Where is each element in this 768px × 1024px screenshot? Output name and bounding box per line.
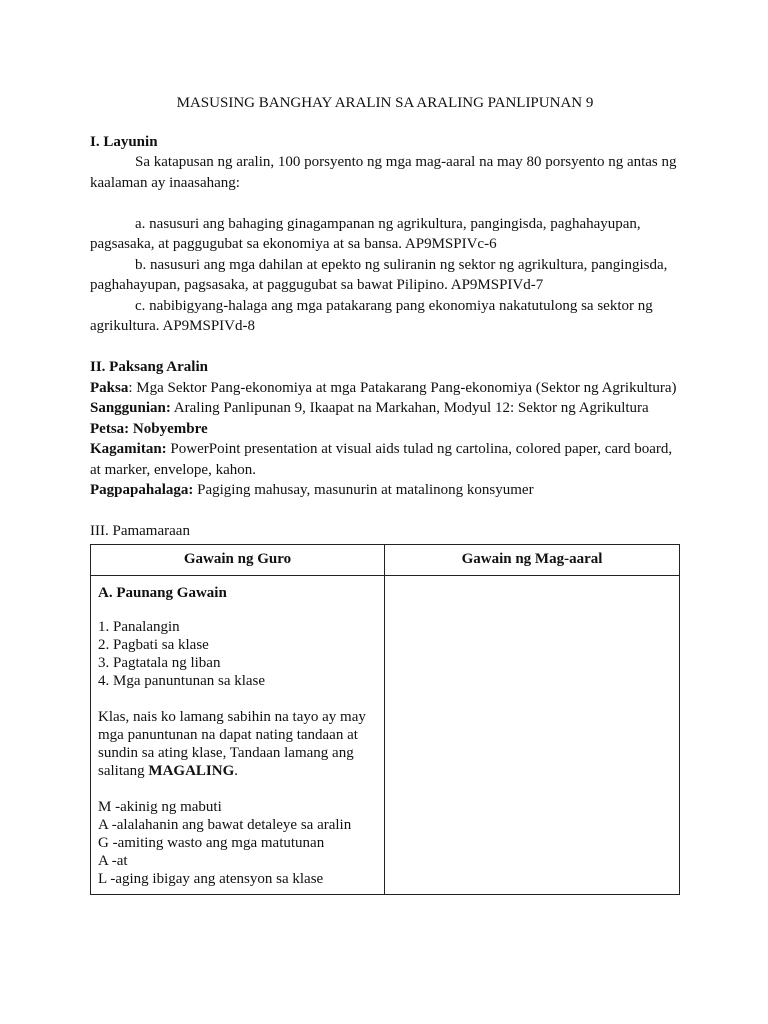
sanggunian-value: Araling Panlipunan 9, Ikaapat na Markahan, Modyul 12: Sektor ng Agrikultura	[170, 400, 649, 416]
paragraph-bold-word: MAGALING	[148, 762, 235, 779]
list-item: 1. Panalangin	[98, 618, 180, 635]
pagpapahalaga-value: Pagiging mahusay, masunurin at matalinong konsyumer	[193, 482, 534, 498]
list-item: 4. Mga panuntunan sa klase	[98, 672, 266, 689]
objective-a: a. nasusuri ang bahaging ginagampanan ng agrikultura, pangingisda, paghahayupan, pagsasaka, at paggugubat sa ekonomiya at sa bansa. AP9MSPIVc-6	[90, 215, 641, 252]
section-heading-layunin: I. Layunin	[90, 133, 158, 150]
petsa-label: Petsa: Nobyembre	[90, 420, 208, 437]
kagamitan-label: Kagamitan:	[90, 441, 167, 457]
paragraph-text: Klas, nais ko lamang sabihin na tayo ay may mga panuntunan na dapat nating tandaan at sundin sa ating klase, Tandaan lamang ang salitang	[98, 708, 366, 779]
section-heading-paksang-aralin: II. Paksang Aralin	[90, 359, 208, 375]
list-item: A -at	[98, 852, 128, 869]
list-item: 3. Pagtatala ng liban	[98, 654, 221, 671]
paksa-value: : Mga Sektor Pang-ekonomiya at mga Patakarang Pang-ekonomiya (Sektor ng Agrikultura)	[128, 379, 677, 396]
sanggunian-label: Sanggunian:	[90, 400, 171, 416]
table-row	[91, 575, 680, 894]
document-page	[90, 93, 680, 895]
list-item: A -alalahanin ang bawat detaleye sa aralin	[98, 816, 352, 833]
cell-gawain-guro	[91, 575, 385, 894]
pagpapahalaga-label: Pagpapahalaga:	[90, 482, 194, 498]
petsa-line	[90, 419, 680, 440]
list-item: L -aging ibigay ang atensyon sa klase	[98, 870, 324, 887]
mnemonic-list	[98, 798, 377, 888]
paunang-gawain-heading: A. Paunang Gawain	[98, 584, 227, 601]
list-item: G -amiting wasto ang mga matutunan	[98, 834, 325, 851]
pagpapahalaga-line	[90, 480, 680, 501]
kagamitan-value: PowerPoint presentation at visual aids tulad ng cartolina, colored paper, card board, at marker, envelope, kahon.	[90, 441, 673, 478]
list-item: M -akinig ng mabuti	[98, 798, 222, 815]
document-title: MASUSING BANGHAY ARALIN SA ARALING PANLIPUNAN 9	[176, 95, 594, 111]
paragraph-end: .	[234, 762, 238, 779]
kagamitan-line	[90, 439, 680, 480]
list-item: 2. Pagbati sa klase	[98, 636, 209, 653]
paksa-label: Paksa	[90, 379, 129, 396]
panuntunan-paragraph	[98, 708, 377, 780]
table-header-row	[91, 544, 680, 575]
objective-b: b. nasusuri ang mga dahilan at epekto ng suliranin ng sektor ng agrikultura, pangingisda, paghahayupan, pagsasaka, at paggugubat sa bawat Pilipino. AP9MSPIVd-7	[90, 256, 668, 293]
layunin-intro: Sa katapusan ng aralin, 100 porsyento ng mga mag-aaral na may 80 porsyento ng antas ng kaalaman ay inaasahang:	[90, 154, 677, 191]
objective-c: c. nabibigyang-halaga ang mga patakarang pang ekonomiya nakatutulong sa sektor ng agrikultura. AP9MSPIVd-8	[90, 297, 653, 334]
pamamaraan-table	[90, 544, 680, 895]
section-heading-pamamaraan: III. Pamamaraan	[90, 523, 190, 539]
column-header-magaaral: Gawain ng Mag-aaral	[385, 544, 680, 575]
sanggunian-line	[90, 398, 680, 419]
column-header-guro: Gawain ng Guro	[91, 544, 385, 575]
paksa-line	[90, 378, 680, 399]
steps-list	[98, 618, 377, 690]
cell-gawain-magaaral	[385, 575, 680, 894]
